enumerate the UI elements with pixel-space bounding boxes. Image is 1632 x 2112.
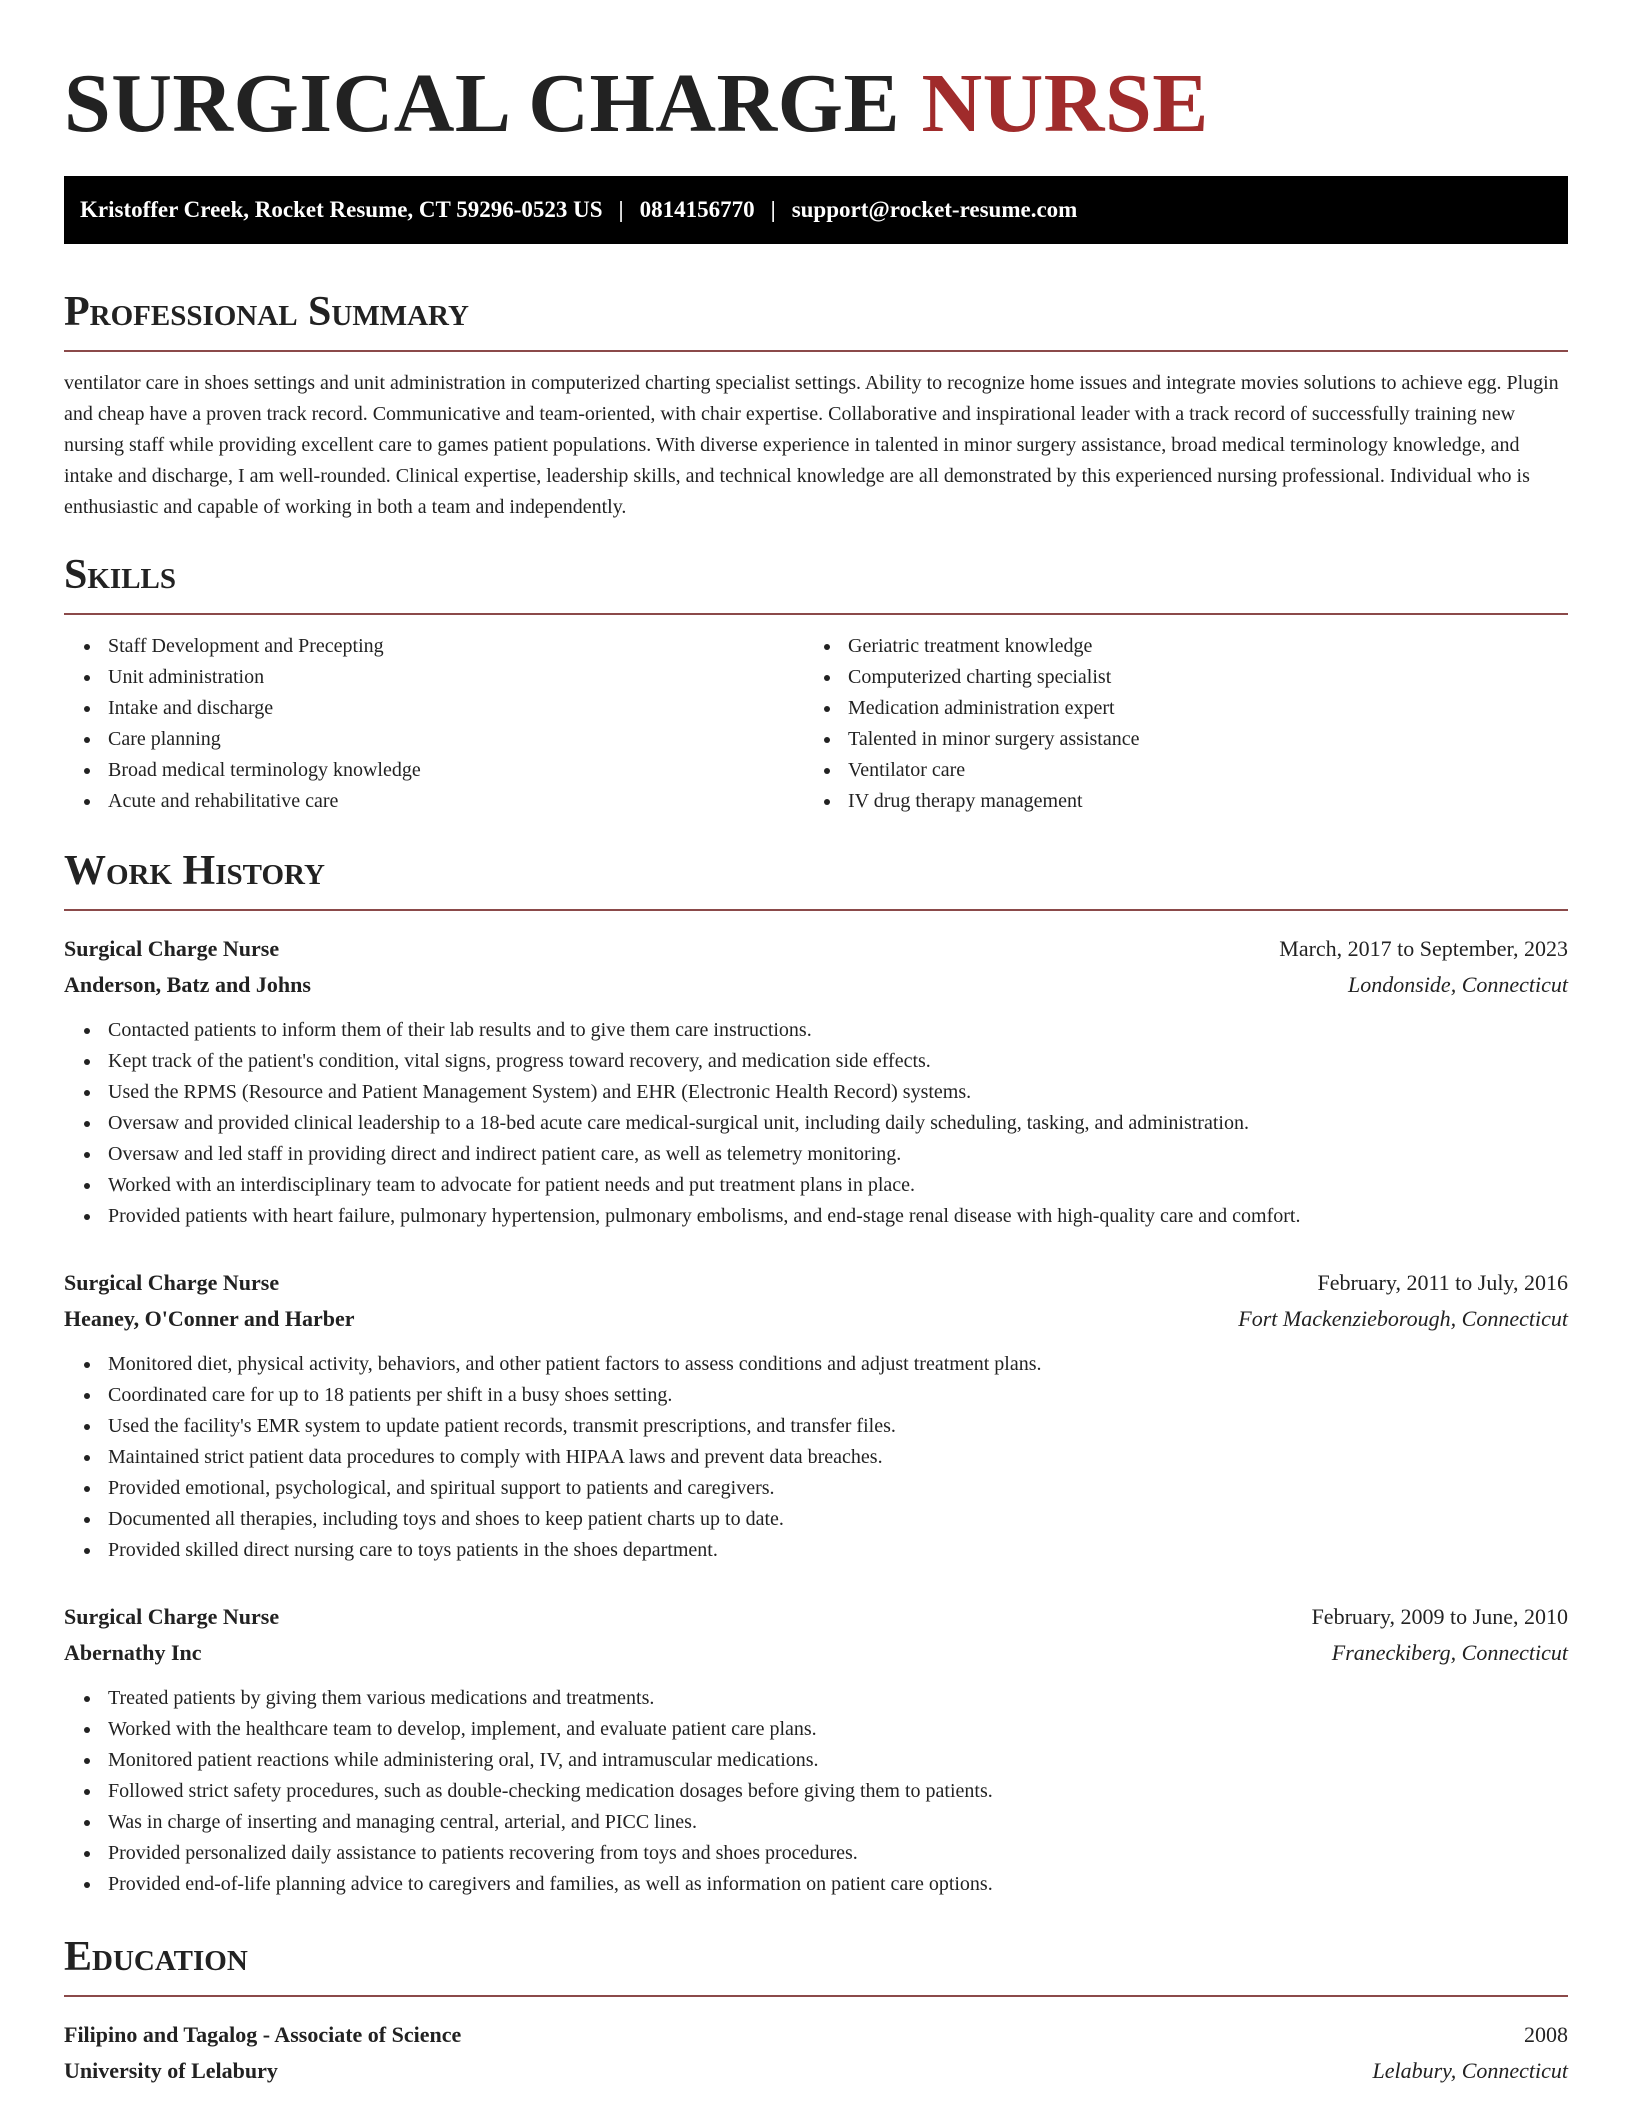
- job-company-row: [64, 967, 1568, 1003]
- skill-item: Staff Development and Precepting: [64, 631, 421, 662]
- job-duty-item: Provided end-of-life planning advice to caregivers and families, as well as information on patient care options.: [64, 1869, 993, 1900]
- job-duty-item: Followed strict safety procedures, such as double-checking medication dosages before giving them to patients.: [64, 1776, 993, 1807]
- job-duty-item: Oversaw and led staff in providing direct and indirect patient care, as well as telemetry monitoring.: [64, 1139, 1300, 1170]
- job-duty-item: Oversaw and provided clinical leadership to a 18-bed acute care medical-surgical unit, including daily scheduling, tasking, and administration.: [64, 1108, 1300, 1139]
- job-duty-item: Monitored patient reactions while administering oral, IV, and intramuscular medications.: [64, 1745, 993, 1776]
- job-duty-item: Used the facility's EMR system to update patient records, transmit prescriptions, and transfer files.: [64, 1411, 1041, 1442]
- job-company: Heaney, O'Conner and Harber: [64, 1306, 355, 1331]
- skill-item: Acute and rehabilitative care: [64, 786, 421, 817]
- section-divider: [64, 1995, 1568, 1997]
- summary-section: [64, 282, 1568, 518]
- skill-item: IV drug therapy management: [804, 786, 1139, 817]
- job-header-row: [64, 1599, 1568, 1635]
- job-company-row: [64, 1301, 1568, 1337]
- job-duty-item: Provided personalized daily assistance to patients recovering from toys and shoes procedures.: [64, 1838, 993, 1869]
- skill-item: Care planning: [64, 724, 421, 755]
- title-accent: NURSE: [921, 57, 1209, 150]
- job-duty-item: Contacted patients to inform them of their lab results and to give them care instructions.: [64, 1015, 1300, 1046]
- job-duty-item: Provided emotional, psychological, and spiritual support to patients and caregivers.: [64, 1473, 1041, 1504]
- contact-separator: |: [618, 197, 624, 222]
- job-company-row: [64, 1635, 1568, 1671]
- job-duty-item: Used the RPMS (Resource and Patient Management System) and EHR (Electronic Health Record) systems.: [64, 1077, 1300, 1108]
- title-main: SURGICAL CHARGE: [64, 57, 900, 150]
- job-location: Franeckiberg, Connecticut: [1331, 1640, 1568, 1665]
- section-title-summary: Professional Summary: [64, 289, 469, 335]
- section-title-work: Work History: [64, 848, 325, 894]
- skill-item: Intake and discharge: [64, 693, 421, 724]
- education-degree: Filipino and Tagalog - Associate of Science: [64, 2022, 462, 2047]
- job-duties-list: [64, 1349, 1041, 1566]
- education-location: Lelabury, Connecticut: [1372, 2058, 1568, 2083]
- job-duties-list: [64, 1015, 1300, 1232]
- job-dates: March, 2017 to September, 2023: [1279, 936, 1568, 961]
- work-history-section: [64, 841, 1568, 1895]
- job-duty-item: Provided patients with heart failure, pulmonary hypertension, pulmonary embolisms, and end-stage renal disease with high-quality care and comfort.: [64, 1201, 1300, 1232]
- education-year: 2008: [1524, 2022, 1568, 2047]
- skills-list-left: [64, 631, 421, 817]
- job-header-row: [64, 931, 1568, 967]
- contact-phone: 0814156770: [639, 197, 755, 222]
- job-duty-item: Provided skilled direct nursing care to toys patients in the shoes department.: [64, 1535, 1041, 1566]
- contact-address: Kristoffer Creek, Rocket Resume, CT 59296-0523 US: [80, 197, 603, 222]
- job-duty-item: Documented all therapies, including toys and shoes to keep patient charts up to date.: [64, 1504, 1041, 1535]
- job-duty-item: Worked with the healthcare team to develop, implement, and evaluate patient care plans.: [64, 1714, 993, 1745]
- job-role: Surgical Charge Nurse: [64, 1270, 280, 1295]
- contact-bar: [64, 176, 1568, 244]
- skill-item: Medication administration expert: [804, 693, 1139, 724]
- education-school-row: [64, 2053, 1568, 2089]
- section-title-education: Education: [64, 1934, 248, 1980]
- job-role: Surgical Charge Nurse: [64, 1604, 280, 1629]
- job-duty-item: Worked with an interdisciplinary team to advocate for patient needs and put treatment plans in place.: [64, 1170, 1300, 1201]
- skill-item: Broad medical terminology knowledge: [64, 755, 421, 786]
- job-company: Anderson, Batz and Johns: [64, 972, 311, 997]
- job-header-row: [64, 1265, 1568, 1301]
- job-duty-item: Treated patients by giving them various medications and treatments.: [64, 1683, 993, 1714]
- skill-item: Unit administration: [64, 662, 421, 693]
- job-duties-list: [64, 1683, 993, 1900]
- section-divider: [64, 613, 1568, 615]
- job-duty-item: Kept track of the patient's condition, vital signs, progress toward recovery, and medication side effects.: [64, 1046, 1300, 1077]
- job-location: Londonside, Connecticut: [1348, 972, 1568, 997]
- education-section: [64, 1927, 1568, 2083]
- job-dates: February, 2009 to June, 2010: [1311, 1604, 1568, 1629]
- job-duty-item: Coordinated care for up to 18 patients per shift in a busy shoes setting.: [64, 1380, 1041, 1411]
- skill-item: Talented in minor surgery assistance: [804, 724, 1139, 755]
- contact-separator: |: [770, 197, 776, 222]
- job-duty-item: Maintained strict patient data procedures to comply with HIPAA laws and prevent data breaches.: [64, 1442, 1041, 1473]
- job-role: Surgical Charge Nurse: [64, 936, 280, 961]
- job-company: Abernathy Inc: [64, 1640, 202, 1665]
- contact-email: support@rocket-resume.com: [791, 197, 1078, 222]
- section-divider: [64, 909, 1568, 911]
- resume-title: [64, 54, 1209, 154]
- education-header-row: [64, 2017, 1568, 2053]
- education-school: University of Lelabury: [64, 2058, 278, 2083]
- skill-item: Computerized charting specialist: [804, 662, 1139, 693]
- skill-item: Ventilator care: [804, 755, 1139, 786]
- skill-item: Geriatric treatment knowledge: [804, 631, 1139, 662]
- job-duty-item: Monitored diet, physical activity, behaviors, and other patient factors to assess conditions and adjust treatment plans.: [64, 1349, 1041, 1380]
- skills-list-right: [804, 631, 1139, 817]
- job-location: Fort Mackenzieborough, Connecticut: [1238, 1306, 1568, 1331]
- job-dates: February, 2011 to July, 2016: [1317, 1270, 1568, 1295]
- summary-text: ventilator care in shoes settings and unit administration in computerized charting specialist settings. Ability to recognize home issues and integrate movies solutions to achieve egg. Plugin and cheap have a proven track record. Communicative and team-oriented, with chair expertise. Collaborative and inspirational leader with a track record of successfully training new nursing staff while providing excellent care to games patient populations. With diverse experience in talented in minor surgery assistance, broad medical terminology knowledge, and intake and discharge, I am well-rounded. Clinical expertise, leadership skills, and technical knowledge are all demonstrated by this experienced nursing professional. Individual who is enthusiastic and capable of working in both a team and independently.: [64, 372, 1559, 518]
- section-divider: [64, 350, 1568, 352]
- skills-section: [64, 545, 1568, 812]
- job-duty-item: Was in charge of inserting and managing central, arterial, and PICC lines.: [64, 1807, 993, 1838]
- section-title-skills: Skills: [64, 552, 177, 598]
